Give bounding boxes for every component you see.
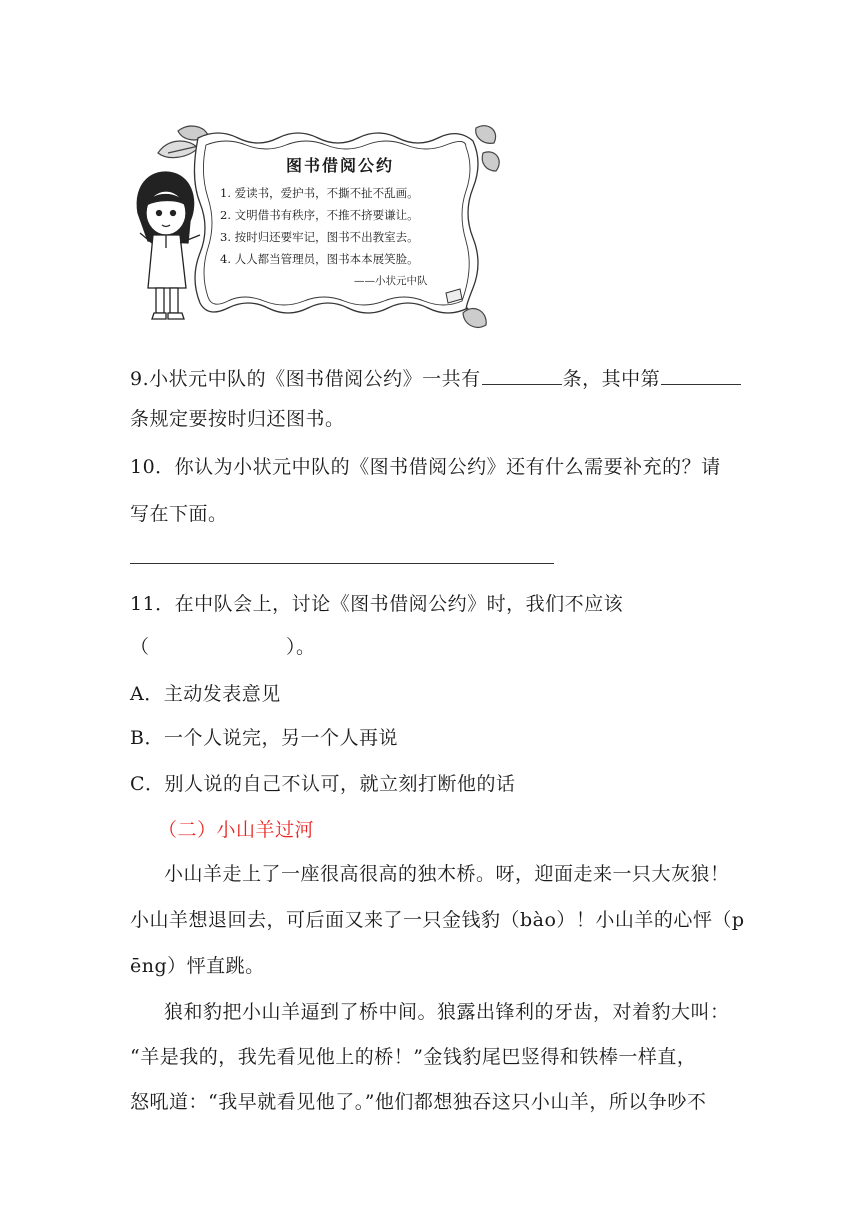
question-9-text-b: 条，其中第 bbox=[562, 368, 661, 390]
question-11-option-c[interactable]: C．别人说的自己不认可，就立刻打断他的话 bbox=[130, 773, 516, 795]
question-10-line-2: 写在下面。 bbox=[130, 503, 228, 525]
question-11-option-b[interactable]: B．一个人说完，另一个人再说 bbox=[130, 727, 398, 749]
question-9-blank-1[interactable] bbox=[482, 366, 562, 385]
question-11-stem: 11．在中队会上，讨论《图书借阅公约》时，我们不应该 bbox=[130, 593, 624, 615]
question-9-blank-2[interactable] bbox=[661, 366, 741, 385]
passage-line-2: 小山羊想退回去，可后面又来了一只金钱豹（bào）！小山羊的心怦（p bbox=[130, 909, 745, 931]
passage-line-3: ēng）怦直跳。 bbox=[130, 955, 265, 977]
passage-line-6: 怒吼道：“我早就看见他了。”他们都想独吞这只小山羊，所以争吵不 bbox=[130, 1091, 707, 1113]
poster-rule-3: 3. 按时归还要牢记，图书不出教室去。 bbox=[220, 230, 419, 244]
poster-title: 图书借阅公约 bbox=[285, 156, 394, 175]
passage-line-1: 小山羊走上了一座很高很高的独木桥。呀，迎面走来一只大灰狼！ bbox=[164, 863, 730, 885]
poster-rule-1: 1. 爱读书，爱护书，不撕不扯不乱画。 bbox=[220, 186, 419, 200]
girl-illustration bbox=[137, 172, 200, 319]
poster-drawing bbox=[128, 113, 508, 338]
question-10-line-1: 10．你认为小状元中队的《图书借阅公约》还有什么需要补充的？请 bbox=[130, 456, 721, 478]
passage-line-4: 狼和豹把小山羊逼到了桥中间。狼露出锋利的牙齿，对着豹大叫： bbox=[164, 1001, 730, 1023]
question-9-line-1 bbox=[130, 366, 742, 391]
question-11-answer-parens[interactable]: （ ）。 bbox=[130, 636, 316, 658]
section-2-heading: （二）小山羊过河 bbox=[158, 819, 315, 841]
passage-line-5: “羊是我的，我先看见他上的桥！”金钱豹尾巴竖得和铁棒一样直， bbox=[130, 1046, 697, 1068]
question-9-text-a: 9.小状元中队的《图书借阅公约》一共有 bbox=[130, 368, 481, 390]
library-rules-illustration bbox=[128, 113, 508, 338]
poster-signature: ——小状元中队 bbox=[354, 275, 428, 287]
question-11-option-a[interactable]: A．主动发表意见 bbox=[130, 683, 281, 705]
poster-rule-4: 4. 人人都当管理员，图书本本展笑脸。 bbox=[220, 252, 419, 266]
question-9-line-2: 条规定要按时归还图书。 bbox=[130, 408, 345, 430]
poster-rule-2: 2. 文明借书有秩序，不推不挤要谦让。 bbox=[220, 208, 419, 222]
question-10-answer-line[interactable] bbox=[130, 563, 554, 564]
